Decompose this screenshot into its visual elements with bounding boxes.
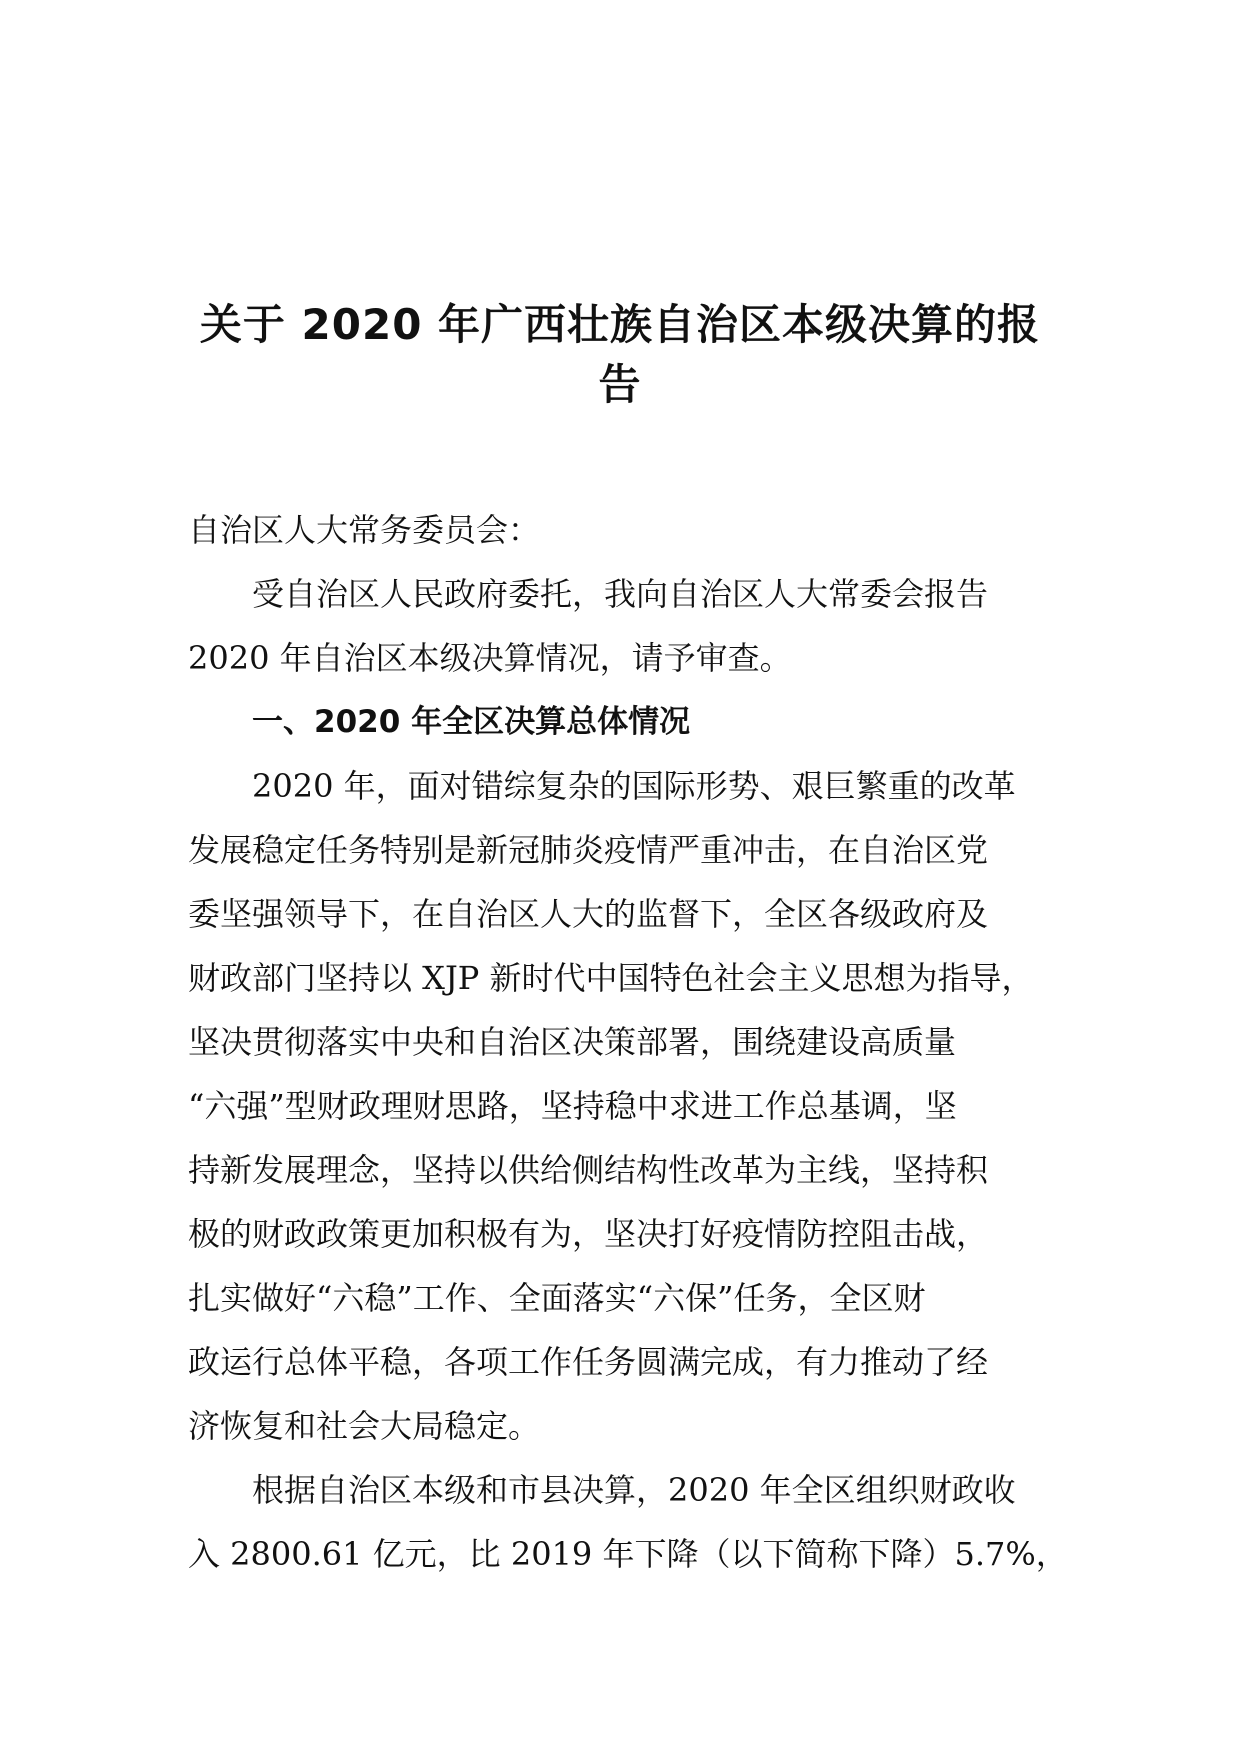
paragraph-line: 扎实做好“六稳”工作、全面落实“六保”任务，全区财 — [188, 1279, 926, 1317]
paragraph-revenue — [188, 1458, 1068, 1586]
paragraph-line: 委坚强领导下，在自治区人大的监督下，全区各级政府及 — [188, 895, 989, 933]
paragraph-line: 发展稳定任务特别是新冠肺炎疫情严重冲击，在自治区党 — [188, 831, 989, 869]
document-title — [150, 295, 1090, 415]
section-heading-1: 一、2020 年全区决算总体情况 — [252, 704, 691, 740]
paragraph-line: “六强”型财政理财思路，坚持稳中求进工作总基调，坚 — [188, 1087, 957, 1125]
paragraph-line: 受自治区人民政府委托，我向自治区人大常委会报告 — [252, 575, 989, 613]
title-line-2: 告 — [598, 360, 642, 409]
paragraph-line: 2020 年自治区本级决算情况，请予审查。 — [188, 639, 792, 677]
paragraph-intro — [188, 562, 1064, 690]
paragraph-line: 根据自治区本级和市县决算，2020 年全区组织财政收 — [252, 1471, 1016, 1509]
paragraph-line: 坚决贯彻落实中央和自治区决策部署，围绕建设高质量 — [188, 1023, 957, 1061]
paragraph-overview — [188, 754, 1064, 1458]
paragraph-line: 2020 年，面对错综复杂的国际形势、艰巨繁重的改革 — [252, 767, 1016, 805]
title-line-1: 关于 2020 年广西壮族自治区本级决算的报 — [199, 300, 1041, 349]
paragraph-line: 政运行总体平稳，各项工作任务圆满完成，有力推动了经 — [188, 1343, 989, 1381]
paragraph-line: 极的财政政策更加积极有为，坚决打好疫情防控阻击战， — [188, 1215, 989, 1253]
paragraph-line: 财政部门坚持以 XJP 新时代中国特色社会主义思想为指导， — [188, 959, 1034, 997]
salutation: 自治区人大常务委员会： — [188, 511, 541, 549]
paragraph-line: 持新发展理念，坚持以供给侧结构性改革为主线，坚持积 — [188, 1151, 989, 1189]
paragraph-line: 入 2800.61 亿元，比 2019 年下降（以下简称下降）5.7%， — [188, 1535, 1068, 1573]
paragraph-line: 济恢复和社会大局稳定。 — [188, 1407, 541, 1445]
